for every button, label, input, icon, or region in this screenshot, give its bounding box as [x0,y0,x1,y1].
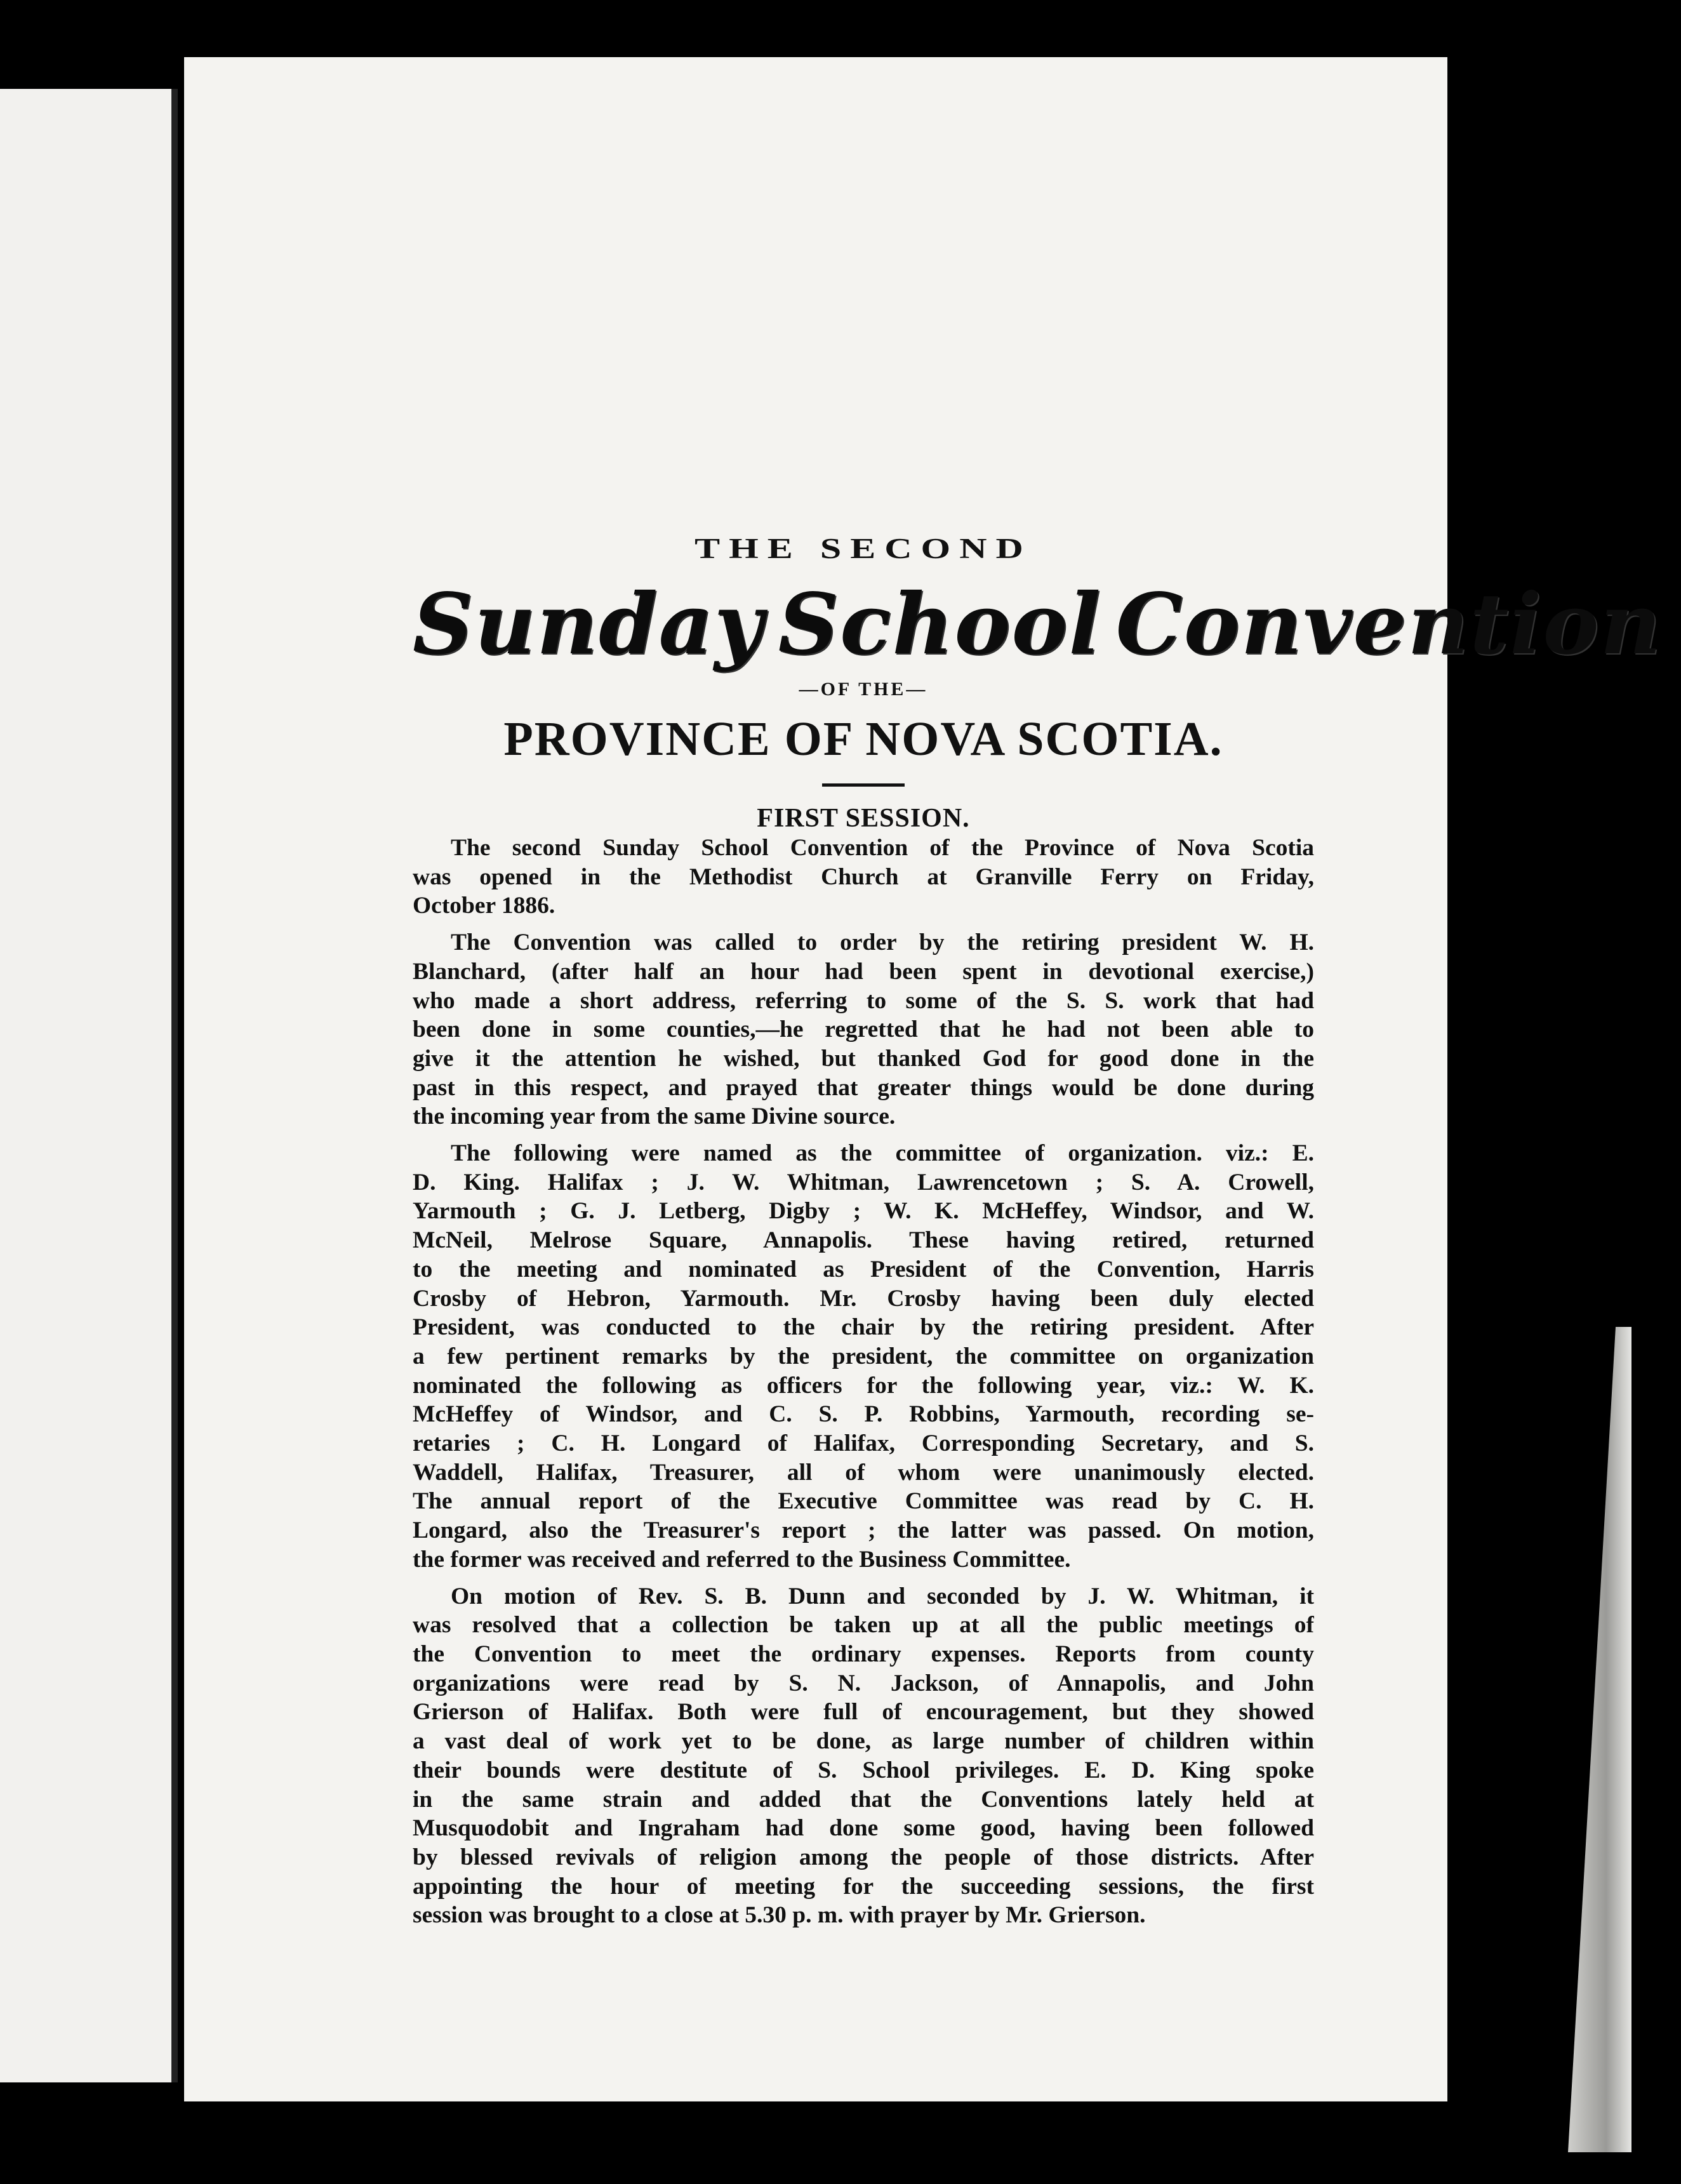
text-line: The Convention was called to order by the retiring president W. H. [451,929,1314,956]
page-curl [1568,1327,1631,2152]
text-line: Musquodobit and Ingraham had done some good, having been followed [413,1815,1314,1842]
text-line: The annual report of the Executive Committee was read by C. H. [413,1488,1314,1515]
text-line: October 1886. [413,893,555,919]
text-line: in the same strain and added that the Conventions lately held at [413,1786,1314,1813]
text-line: The second Sunday School Convention of the Province of Nova Scotia [451,835,1314,861]
text-line: retaries ; C. H. Longard of Halifax, Corresponding Secretary, and S. [413,1430,1314,1457]
document-content [413,527,1663,1930]
text-line: was opened in the Methodist Church at Granville Ferry on Friday, [413,863,1314,890]
paragraph [413,834,1314,921]
text-line: to the meeting and nominated as President of the Convention, Harris [413,1256,1314,1282]
text-line: past in this respect, and prayed that greater things would be done during [413,1074,1314,1101]
text-line: a few pertinent remarks by the president, the committee on organization [413,1343,1314,1369]
text-line: appointing the hour of meeting for the succeeding sessions, the first [413,1873,1314,1900]
text-line: Longard, also the Treasurer's report ; the latter was passed. On motion, [413,1517,1314,1544]
text-line: On motion of Rev. S. B. Dunn and seconded by J. W. Whitman, it [451,1583,1314,1609]
text-line: Crosby of Hebron, Yarmouth. Mr. Crosby having been duly elected [413,1285,1314,1312]
text-line: a vast deal of work yet to be done, as large number of children within [413,1728,1314,1755]
text-line: by blessed revivals of religion among the people of those districts. After [413,1844,1314,1870]
main-title [413,575,1663,674]
text-line: was resolved that a collection be taken up at all the public meetings of [413,1612,1314,1639]
text-line: Waddell, Halifax, Treasurer, all of whom were unanimously elected. [413,1459,1314,1486]
text-line: President, was conducted to the chair by the retiring president. After [413,1314,1314,1341]
text-line: Blanchard, (after half an hour had been spent in devotional exercise,) [413,958,1314,985]
paragraph [413,1582,1314,1930]
title-word: Sunday [413,575,764,674]
text-line: session was brought to a close at 5.30 p. m. with prayer by Mr. Grierson. [413,1902,1146,1929]
title-word: Convention [1115,575,1663,674]
paragraph [413,928,1314,1131]
text-line: the Convention to meet the ordinary expenses. Reports from county [413,1641,1314,1667]
text-line: their bounds were destitute of S. School privileges. E. D. King spoke [413,1757,1314,1783]
text-line: McHeffey of Windsor, and C. S. P. Robbins, Yarmouth, recording se- [413,1401,1314,1428]
text-line: McNeil, Melrose Square, Annapolis. These having retired, returned [413,1227,1314,1254]
text-line: D. King. Halifax ; J. W. Whitman, Lawrencetown ; S. A. Crowell, [413,1169,1314,1195]
text-line: been done in some counties,—he regretted that he had not been able to [413,1016,1314,1043]
of-the-label: —OF THE— [799,679,928,700]
province-heading: PROVINCE OF NOVA SCOTIA. [503,712,1223,766]
kicker-heading: THE SECOND [694,533,1032,564]
text-line: Grierson of Halifax. Both were full of encouragement, but they showed [413,1699,1314,1726]
text-line: the incoming year from the same Divine source. [413,1103,896,1130]
text-line: The following were named as the committee of organization. viz.: E. [451,1140,1314,1167]
text-line: organizations were read by S. N. Jackson, of Annapolis, and John [413,1670,1314,1696]
divider-rule [822,783,905,787]
text-line: Yarmouth ; G. J. Letberg, Digby ; W. K. McHeffey, Windsor, and W. [413,1198,1314,1225]
text-line: give it the attention he wished, but thanked God for good done in the [413,1045,1314,1072]
title-word: School [778,575,1102,674]
paragraph [413,1139,1314,1575]
text-line: the former was received and referred to the Business Committee. [413,1546,1071,1573]
text-line: nominated the following as officers for the following year, viz.: W. K. [413,1372,1314,1399]
adjacent-page-edge [0,89,178,2082]
text-line: who made a short address, referring to some of the S. S. work that had [413,987,1314,1014]
session-heading: FIRST SESSION. [757,804,970,833]
